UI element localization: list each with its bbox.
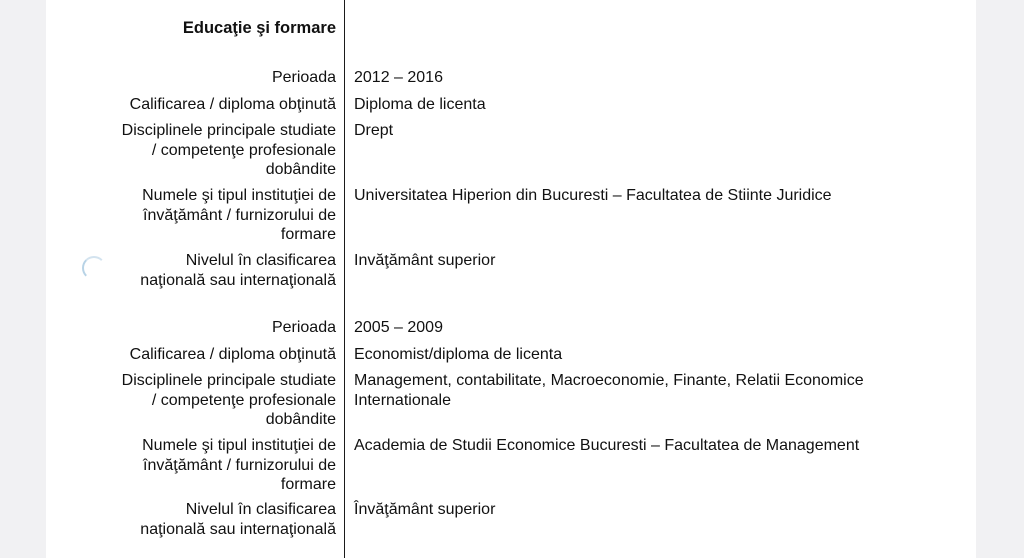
section-title: Educaţie şi formare [182,19,336,37]
nivel-label: Nivelul în clasificarea naţională sau internaţională [140,252,336,289]
nivel-value: Învăţământ superior [354,501,496,518]
discipline-value: Management, contabilitate, Macroeconomie, Finante, Relatii Economice Internationale [354,372,864,409]
institutie-label: Numele şi tipul instituţiei de învăţământ / furnizorului de formare [142,437,336,493]
perioada-label: Perioada [271,69,336,86]
perioada-value: 2005 – 2009 [354,319,443,336]
discipline-label: Disciplinele principale studiate / competenţe profesionale dobândite [121,122,336,178]
document-page [46,0,976,558]
calificare-value: Diploma de licenta [354,96,486,113]
nivel-label: Nivelul în clasificarea naţională sau internaţională [140,501,336,538]
discipline-value: Drept [354,122,394,139]
discipline-label: Disciplinele principale studiate / competenţe profesionale dobândite [121,372,336,428]
perioada-label: Perioada [271,319,336,336]
calificare-label: Calificarea / diploma obţinută [129,346,336,363]
column-divider [344,0,345,558]
nivel-value: Invăţământ superior [354,252,496,269]
calificare-value: Economist/diploma de licenta [354,346,563,363]
institutie-value: Academia de Studii Economice Bucuresti – Facultatea de Management [354,437,860,454]
institutie-label: Numele şi tipul instituţiei de învăţământ / furnizorului de formare [142,187,336,243]
calificare-label: Calificarea / diploma obţinută [129,96,336,113]
perioada-value: 2012 – 2016 [354,69,443,86]
institutie-value: Universitatea Hiperion din Bucuresti – Facultatea de Stiinte Juridice [354,187,832,204]
